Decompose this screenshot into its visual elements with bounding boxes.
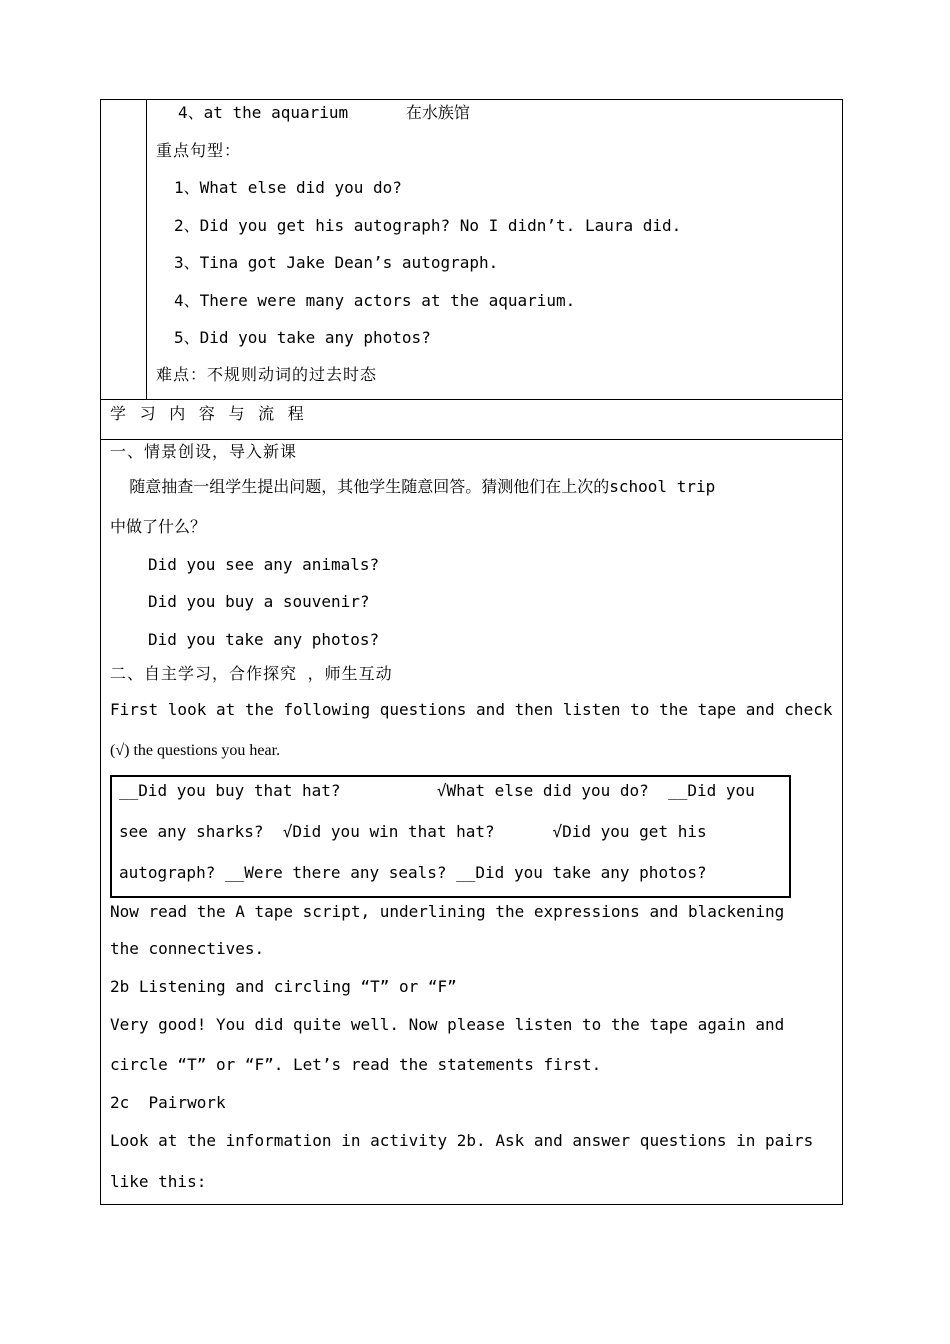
checklist-line: see any sharks? √Did you win that hat? √Did you get his [119, 822, 707, 841]
reading-instruction: Now read the A tape script, underlining the expressions and blackening [110, 902, 785, 921]
warmup-question: Did you buy a souvenir? [148, 592, 370, 611]
step1-text: 中做了什么？ [110, 517, 207, 536]
key-sentence: 3、Tina got Jake Dean’s autograph. [174, 253, 499, 272]
table-row-divider [100, 399, 843, 400]
vocab-item: 4、at the aquarium 在水族馆 [178, 103, 470, 122]
key-sentences-heading: 重点句型： [156, 141, 242, 160]
table-row-divider [100, 439, 843, 440]
warmup-question: Did you take any photos? [148, 630, 380, 649]
listening-instruction: circle “T” or “F”. Let’s read the statements first. [110, 1055, 602, 1074]
step1-text: 随意抽查一组学生提出问题，其他学生随意回答。猜测他们在上次的school trip [110, 477, 716, 496]
difficulty-note: 难点：不规则动词的过去时态 [156, 365, 378, 384]
section-header: 学 习 内 容 与 流 程 [110, 404, 306, 423]
key-sentence: 5、Did you take any photos? [174, 328, 431, 347]
pairwork-instruction: Look at the information in activity 2b. Ask and answer questions in pairs [110, 1131, 814, 1150]
checklist-line: __Did you buy that hat? √What else did you do? __Did you [119, 781, 755, 800]
instruction-text: (√) the questions you hear. [110, 742, 281, 759]
reading-instruction: the connectives. [110, 939, 265, 958]
key-sentence: 4、There were many actors at the aquarium. [174, 291, 576, 310]
checklist-line: autograph? __Were there any seals? __Did you take any photos? [119, 863, 707, 882]
pairwork-title: 2c Pairwork [110, 1093, 226, 1112]
table-column-divider [146, 99, 147, 400]
listening-title: 2b Listening and circling “T” or “F” [110, 977, 457, 996]
warmup-question: Did you see any animals? [148, 555, 380, 574]
instruction-text: First look at the following questions and then listen to the tape and check [110, 700, 833, 719]
listening-instruction: Very good! You did quite well. Now please listen to the tape again and [110, 1015, 785, 1034]
step2-title: 二、自主学习，合作探究 ，师生互动 [110, 664, 393, 683]
step1-title: 一、情景创设，导入新课 [110, 442, 298, 461]
key-sentence: 2、Did you get his autograph? No I didn’t. Laura did. [174, 216, 682, 235]
key-sentence: 1、What else did you do? [174, 178, 402, 197]
pairwork-instruction: like this: [110, 1172, 207, 1191]
